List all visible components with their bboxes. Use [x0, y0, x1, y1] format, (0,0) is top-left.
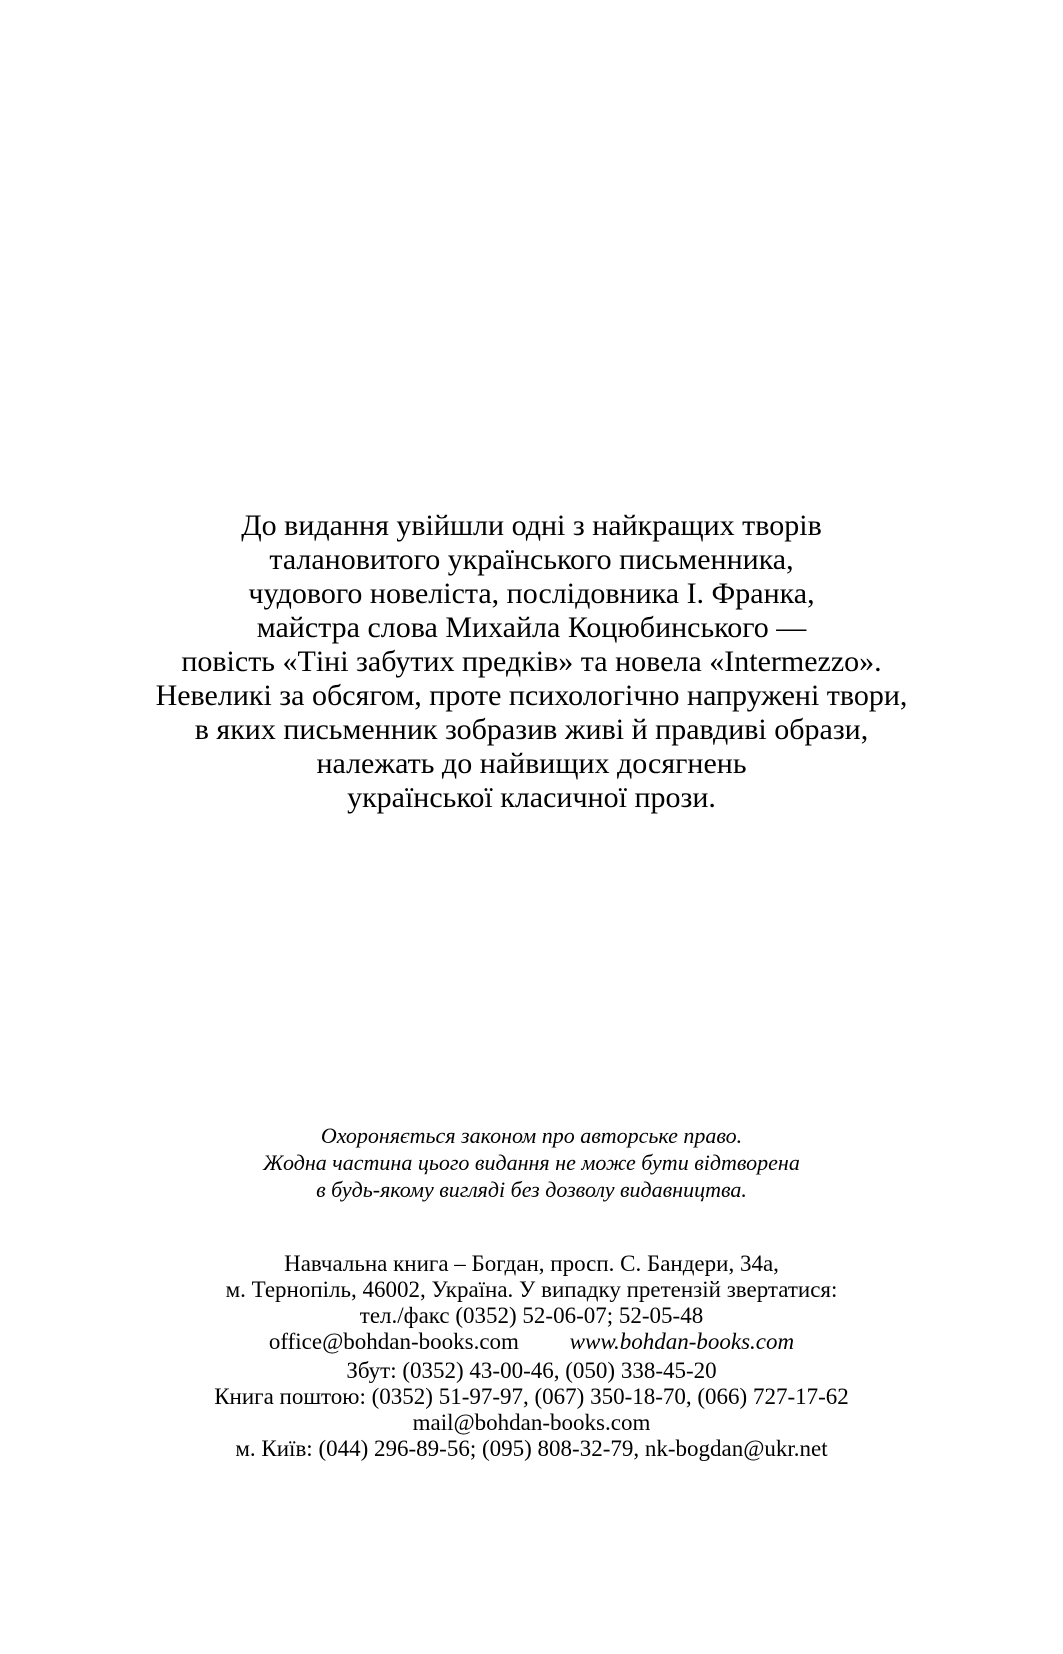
- annotation-line: До видання увійшли одні з найкращих творів: [241, 509, 822, 542]
- publisher-website: www.bohdan-books.com: [569, 1329, 795, 1354]
- copyright-line: Жодна частина цього видання не може бути відтворена: [263, 1150, 800, 1175]
- publisher-address-block: [0, 1251, 1063, 1355]
- publisher-address-line: м. Тернопіль, 46002, Україна. У випадку претензій звертатися:: [225, 1277, 838, 1302]
- mail-order-phone-line: Книга поштою: (0352) 51-97-97, (067) 350-18-70, (066) 727-17-62: [214, 1384, 849, 1409]
- copyright-line: Охороняється законом про авторське право.: [320, 1123, 743, 1148]
- sales-phone-line: Збут: (0352) 43-00-46, (050) 338-45-20: [346, 1358, 717, 1383]
- annotation-line: талановитого українського письменника,: [269, 543, 794, 576]
- publisher-orders-block: [0, 1358, 1063, 1462]
- mail-order-email-line: mail@bohdan-books.com: [412, 1410, 651, 1435]
- publisher-address-line: Навчальна книга – Богдан, просп. С. Бандери, 34а,: [284, 1251, 779, 1276]
- annotation-line: в яких письменник зобразив живі й правдиві образи,: [194, 713, 869, 746]
- annotation-line: української класичної прози.: [347, 781, 716, 814]
- annotation-paragraph: [0, 509, 1063, 815]
- copyright-notice: [0, 1122, 1063, 1203]
- annotation-line: належать до найвищих досягнень: [316, 747, 747, 780]
- annotation-line: чудового новеліста, послідовника І. Франка,: [248, 577, 815, 610]
- publisher-phone-fax-line: тел./факс (0352) 52-06-07; 52-05-48: [359, 1303, 704, 1328]
- annotation-line: майстра слова Михайла Коцюбинського —: [256, 611, 807, 644]
- publisher-contacts-line: [0, 1329, 1063, 1355]
- publisher-email: office@bohdan-books.com: [268, 1329, 519, 1354]
- kyiv-contacts-line: м. Київ: (044) 296-89-56; (095) 808-32-79, nk-bogdan@ukr.net: [235, 1436, 828, 1461]
- copyright-line: в будь-якому вигляді без дозволу видавництва.: [316, 1177, 747, 1202]
- annotation-line: повість «Тіні забутих предків» та новела «Intermezzo».: [181, 645, 882, 678]
- annotation-line: Невеликі за обсягом, проте психологічно напружені твори,: [155, 679, 908, 712]
